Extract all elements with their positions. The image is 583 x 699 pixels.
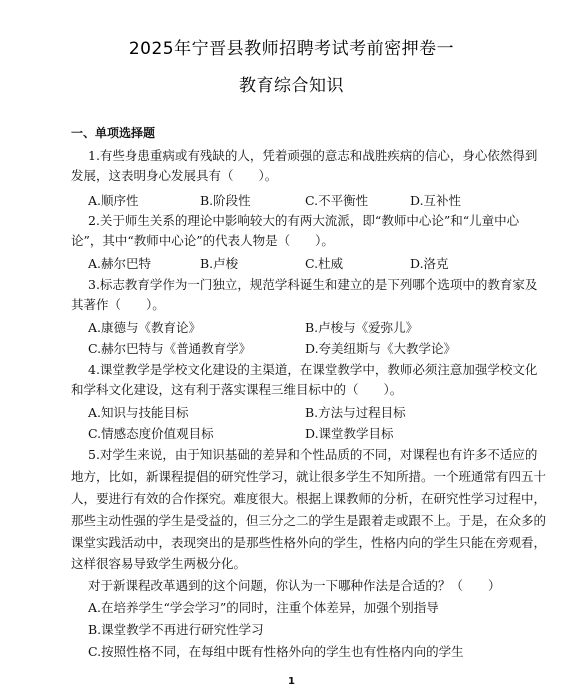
option: C.杜威 <box>305 256 344 271</box>
option: A.赫尔巴特 <box>88 256 152 271</box>
question-stem: 其著作（ ）。 <box>71 297 165 312</box>
option: A.知识与技能目标 <box>88 405 189 420</box>
option: B.方法与过程目标 <box>305 405 406 420</box>
option: B.阶段性 <box>200 193 251 208</box>
question-stem: 地方，比如，新课程提倡的研究性学习，就让很多学生不知所措。一个班通常有四五十 <box>71 469 547 484</box>
exam-title: 2025年宁晋县教师招聘考试考前密押卷一 <box>128 39 455 59</box>
option: B.课堂教学不再进行研究性学习 <box>88 622 264 637</box>
question-stem: 那些主动性强的学生是受益的，但三分之二的学生是跟着走或跟不上。于是，在众多的 <box>71 513 547 528</box>
question-stem: 论”，其中“教师中心论”的代表人物是（ ）。 <box>71 233 334 248</box>
exam-subject: 教育综合知识 <box>239 76 344 96</box>
option: B.卢梭与《爱弥儿》 <box>305 320 419 335</box>
question-stem: 1.有些身患重病或有残缺的人，凭着顽强的意志和战胜疾病的信心，身心依然得到 <box>88 148 538 163</box>
option: D.课堂教学目标 <box>305 426 394 441</box>
option: C.按照性格不同，在每组中既有性格外向的学生也有性格内向的学生 <box>88 644 464 659</box>
option: D.洛克 <box>410 256 449 271</box>
option: A.康德与《教育论》 <box>88 320 202 335</box>
option: C.情感态度价值观目标 <box>88 426 214 441</box>
question-stem: 这样很容易导致学生两极分化。 <box>71 556 247 571</box>
option: D.夸美纽斯与《大教学论》 <box>305 341 457 356</box>
option: B.卢梭 <box>200 256 239 271</box>
question-stem: 2.关于师生关系的理论中影响较大的有两大流派，即“教师中心论”和“儿童中心 <box>88 213 520 228</box>
option: C.赫尔巴特与《普通教育学》 <box>88 341 252 356</box>
question-stem: 人，要进行有效的合作探究。难度很大。根据上课教师的分析，在研究性学习过程中， <box>71 491 547 506</box>
question-stem: 发展，这表明身心发展具有（ ）。 <box>71 168 278 183</box>
question-stem: 和学科文化建设，这有利于落实课程三维目标中的（ ）。 <box>71 382 403 397</box>
sub-question: 对于新课程改革遇到的这个问题，你认为一下哪种作法是合适的？（ ） <box>88 578 501 593</box>
page-number: 1 <box>288 676 295 687</box>
section-heading: 一、单项选择题 <box>71 126 156 140</box>
option: C.不平衡性 <box>305 193 369 208</box>
option: A.在培养学生“学会学习”的同时，注重个体差异，加强个别指导 <box>88 600 439 615</box>
question-stem: 课堂实践活动中，表现突出的是那些性格外向的学生，性格内向的学生只能在旁观看， <box>71 535 547 550</box>
option: D.互补性 <box>410 193 462 208</box>
question-stem: 5.对学生来说，由于知识基础的差异和个性品质的不同，对课程也有许多不适应的 <box>88 447 538 462</box>
question-stem: 3.标志教育学作为一门独立，规范学科诞生和建立的是下列哪个选项中的教育家及 <box>88 277 538 292</box>
option: A.顺序性 <box>88 193 139 208</box>
question-stem: 4.课堂教学是学校文化建设的主渠道，在课堂教学中，教师必须注意加强学校文化 <box>88 362 538 377</box>
